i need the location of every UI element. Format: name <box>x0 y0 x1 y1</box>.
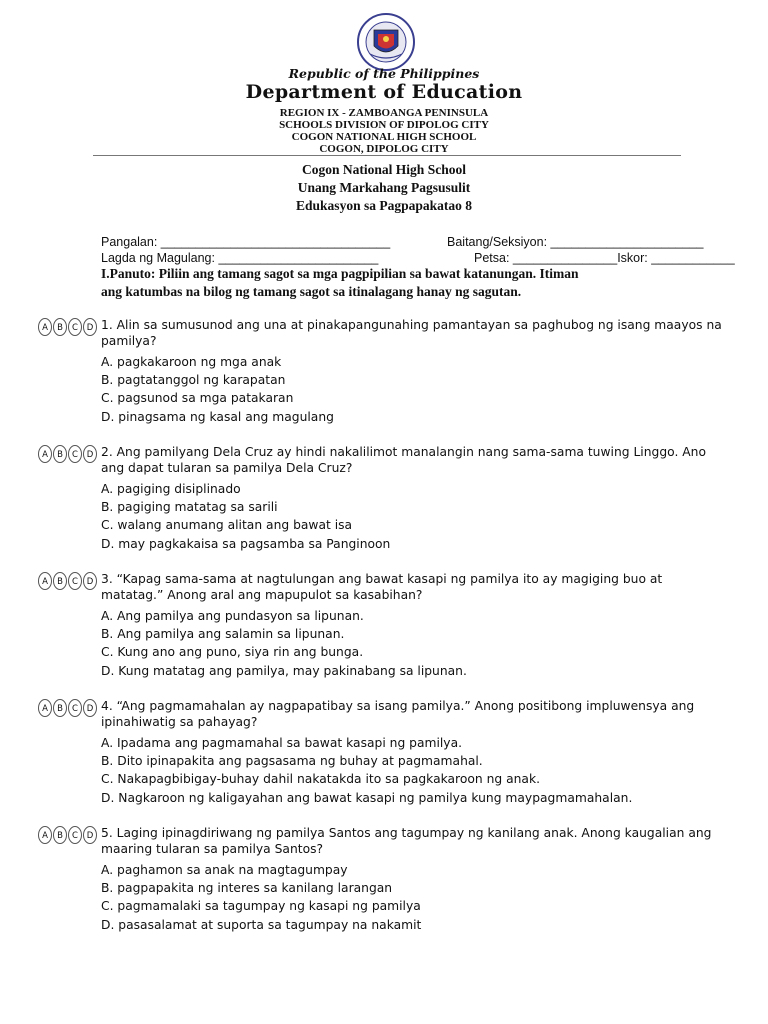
answer-option: D. pasasalamat at suporta sa tagumpay na nakamit <box>101 917 422 932</box>
answer-option: A. Ang pamilya ang pundasyon sa lipunan. <box>101 609 364 623</box>
deped-seal-icon <box>348 12 424 72</box>
answer-bubble[interactable]: A <box>38 445 52 463</box>
answer-bubble[interactable]: C <box>68 318 82 336</box>
answer-option: A. Ipadama ang pagmamahal sa bawat kasapi ng pamilya. <box>101 736 463 750</box>
lagda-field[interactable]: Lagda ng Magulang: _______________________ <box>101 251 379 265</box>
answer-bubble[interactable]: D <box>83 572 97 590</box>
answer-option: B. pagiging matatag sa sarili <box>101 500 278 515</box>
pangalan-field[interactable]: Pangalan: _________________________________ <box>101 235 391 249</box>
answer-bubble[interactable]: C <box>68 445 82 463</box>
header-divider <box>93 155 681 156</box>
republic-heading: Republic of the Philippines <box>288 66 480 81</box>
address-line: COGON, DIPOLOG CITY <box>319 143 449 155</box>
answer-bubble[interactable]: D <box>83 826 97 844</box>
answer-bubble[interactable]: B <box>53 699 67 717</box>
address-line: REGION IX - ZAMBOANGA PENINSULA <box>279 107 489 119</box>
answer-bubbles <box>38 572 98 590</box>
instructions-line: I.Panuto: Piliin ang tamang sagot sa mga pagpipilian sa bawat katanungan. Itiman <box>101 266 579 281</box>
exam-title: Unang Markahang Pagsusulit <box>297 180 471 195</box>
answer-option: D. pinagsama ng kasal ang magulang <box>101 409 334 424</box>
answer-bubble[interactable]: C <box>68 826 82 844</box>
answer-option: A. pagiging disiplinado <box>101 482 241 496</box>
answer-bubbles <box>38 826 98 844</box>
answer-option: B. Ang pamilya ang salamin sa lipunan. <box>101 627 345 642</box>
answer-bubble[interactable]: A <box>38 699 52 717</box>
subject-title: Edukasyon sa Pagpapakatao 8 <box>296 198 472 213</box>
answer-option: C. Kung ano ang puno, siya rin ang bunga. <box>101 645 364 660</box>
question-text: 3. “Kapag sama-sama at nagtulungan ang bawat kasapi ng pamilya ito ay magiging buo at matatag.” Anong aral ang mapupulot sa kasabihan? <box>101 572 663 602</box>
answer-bubble[interactable]: D <box>83 699 97 717</box>
answer-bubbles <box>38 699 98 717</box>
answer-option: C. walang anumang alitan ang bawat isa <box>101 518 353 533</box>
answer-bubble[interactable]: B <box>53 826 67 844</box>
petsa-iskor-field[interactable]: Petsa: _______________Iskor: ____________ <box>474 251 735 265</box>
answer-option: D. Kung matatag ang pamilya, may pakinabang sa lipunan. <box>101 663 467 678</box>
answer-option: C. pagsunod sa mga patakaran <box>101 391 294 406</box>
address-line: SCHOOLS DIVISION OF DIPOLOG CITY <box>279 119 489 131</box>
answer-option: A. paghamon sa anak na magtagumpay <box>101 863 348 877</box>
answer-bubbles <box>38 445 98 463</box>
answer-bubble[interactable]: B <box>53 445 67 463</box>
answer-option: C. pagmamalaki sa tagumpay ng kasapi ng pamilya <box>101 899 421 914</box>
answer-option: C. Nakapagbibigay-buhay dahil nakatakda ito sa pagkakaroon ng anak. <box>101 772 540 787</box>
answer-option: D. may pagkakaisa sa pagsamba sa Panginoon <box>101 536 391 551</box>
question-text: 5. Laging ipinagdiriwang ng pamilya Santos ang tagumpay ng kanilang anak. Anong kaugalian ang maaring tularan sa pamilya Santos? <box>101 826 712 856</box>
answer-bubble[interactable]: C <box>68 572 82 590</box>
answer-option: B. Dito ipinapakita ang pagsasama ng buhay at pagmamahal. <box>101 754 483 769</box>
question-text: 4. “Ang pagmamahalan ay nagpapatibay sa isang pamilya.” Anong positibong impluwensya ang ipinahiwatig sa pahayag? <box>101 699 695 729</box>
answer-bubble[interactable]: D <box>83 318 97 336</box>
answer-bubble[interactable]: B <box>53 572 67 590</box>
answer-option: B. pagtatanggol ng karapatan <box>101 373 286 388</box>
school-title: Cogon National High School <box>302 162 466 177</box>
answer-bubble[interactable]: A <box>38 318 52 336</box>
answer-bubble[interactable]: C <box>68 699 82 717</box>
address-line: COGON NATIONAL HIGH SCHOOL <box>291 131 477 143</box>
answer-bubbles <box>38 318 98 336</box>
answer-bubble[interactable]: A <box>38 572 52 590</box>
answer-option: B. pagpapakita ng interes sa kanilang larangan <box>101 881 393 896</box>
answer-option: D. Nagkaroon ng kaligayahan ang bawat kasapi ng pamilya kung maypagmamahalan. <box>101 790 633 805</box>
question-text: 1. Alin sa sumusunod ang una at pinakapangunahing pamantayan sa paghubog ng isang maayos na pamilya? <box>101 318 722 348</box>
baitang-field[interactable]: Baitang/Seksiyon: ______________________ <box>447 235 704 249</box>
answer-option: A. pagkakaroon ng mga anak <box>101 355 282 369</box>
department-heading: Department of Education <box>245 81 523 103</box>
instructions-line: ang katumbas na bilog ng tamang sagot sa itinalagang hanay ng sagutan. <box>101 284 522 299</box>
question-text: 2. Ang pamilyang Dela Cruz ay hindi nakalilimot manalangin nang sama-sama tuwing Linggo. Ano ang dapat tularan sa pamilya Dela Cruz? <box>101 445 706 475</box>
answer-bubble[interactable]: B <box>53 318 67 336</box>
answer-bubble[interactable]: A <box>38 826 52 844</box>
answer-bubble[interactable]: D <box>83 445 97 463</box>
